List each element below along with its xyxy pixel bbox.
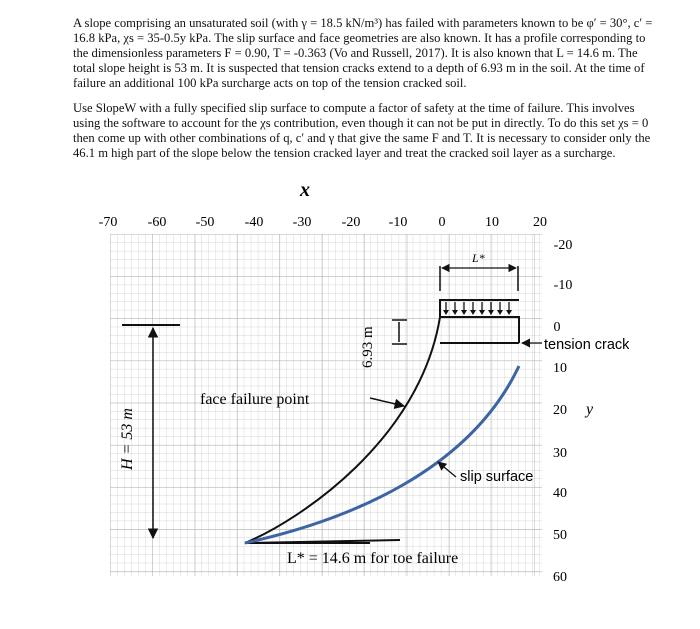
y-tick-labels bbox=[553, 238, 572, 585]
y-tick: 30 bbox=[553, 446, 567, 461]
y-tick: 20 bbox=[553, 403, 567, 418]
x-tick: -10 bbox=[388, 215, 408, 230]
x-tick: -50 bbox=[195, 215, 215, 230]
problem-paragraph-1: A slope comprising an unsaturated soil (with γ = 18.5 kN/m³) has failed with parameters known to be φ′ = 30°, c′ = 16.8 kPa, χs = 35-0.5y kPa. The slip surface and face geometries are also known. It has a profile corresponding to the dimensionless parameters F = 0.90, T = -0.363 (Vo and Russell, 2017). It is also known that L = 14.6 m. The total slope height is 53 m. It is suspected that tension cracks extend to a depth of 6.93 m in the soil. At the time of failure an additional 100 kPa surcharge acts on top of the tension cracked soil. bbox=[73, 15, 653, 91]
x-tick: 0 bbox=[438, 215, 446, 230]
problem-paragraph-2: Use SlopeW with a fully specified slip surface to compute a factor of safety at the time of failure. This involves using the software to account for the χs contribution, even though it can not be put in directly. To do this set χs = 0 then come up with other combinations of q, c′ and γ that give the same F and T. It is necessary to consider only the 46.1 m high part of the slope below the tension cracked layer and treat the cracked soil layer as a surcharge. bbox=[73, 100, 651, 161]
x-tick: -20 bbox=[341, 215, 361, 230]
x-tick: -60 bbox=[147, 215, 167, 230]
toe-failure-label: L* = 14.6 m for toe failure bbox=[287, 550, 459, 567]
x-tick: -30 bbox=[292, 215, 312, 230]
y-tick: -10 bbox=[553, 278, 573, 293]
crack-depth-label: 6.93 m bbox=[360, 326, 376, 368]
y-tick: 60 bbox=[553, 570, 567, 585]
height-label: H = 53 m bbox=[119, 408, 136, 470]
y-tick: 10 bbox=[553, 361, 567, 376]
y-tick: 50 bbox=[553, 528, 567, 543]
y-axis-label: y bbox=[586, 401, 594, 418]
y-tick: 0 bbox=[553, 320, 561, 335]
x-tick: -70 bbox=[98, 215, 118, 230]
tension-crack-label: tension crack bbox=[544, 337, 630, 353]
y-tick: -20 bbox=[553, 238, 573, 253]
x-tick: -40 bbox=[244, 215, 264, 230]
l-star-label: L* bbox=[472, 251, 485, 265]
face-failure-label: face failure point bbox=[200, 391, 310, 408]
major-grid bbox=[110, 234, 542, 576]
y-tick: 40 bbox=[553, 486, 567, 501]
slip-surface-label: slip surface bbox=[460, 469, 534, 485]
x-tick: 20 bbox=[533, 215, 547, 230]
x-axis-label: x bbox=[300, 179, 310, 201]
x-tick-labels bbox=[99, 215, 547, 230]
x-tick: 10 bbox=[485, 215, 499, 230]
